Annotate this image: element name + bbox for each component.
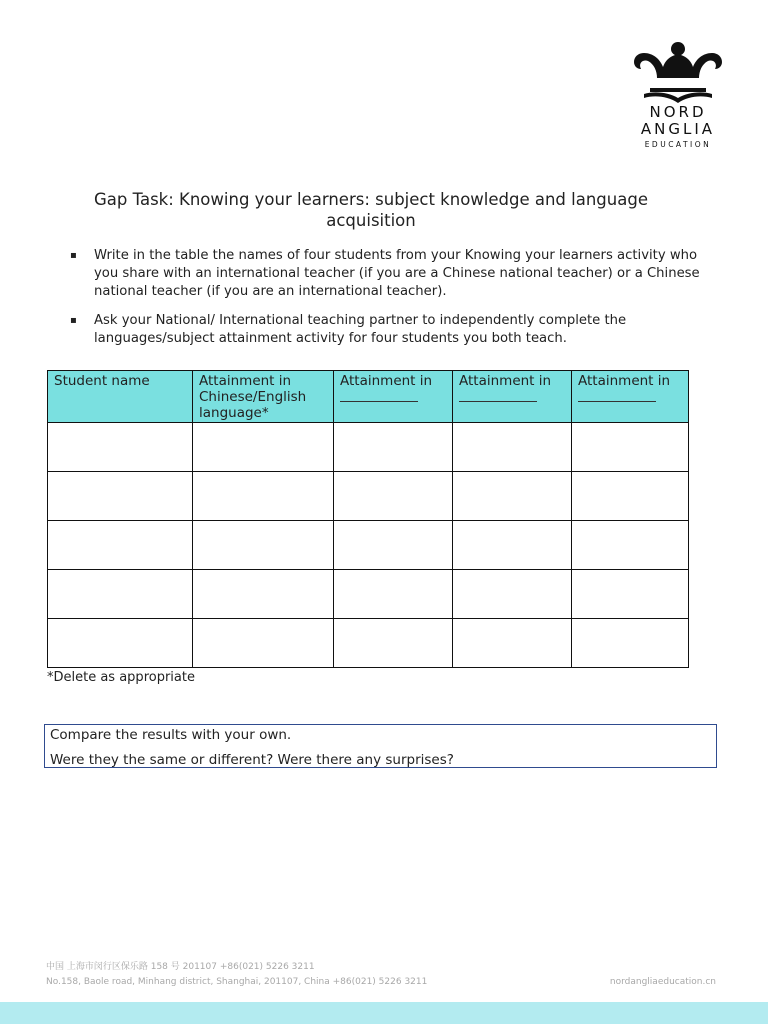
table-row xyxy=(48,472,689,521)
footer-accent-band xyxy=(0,1002,768,1024)
blank-line xyxy=(459,389,537,402)
column-header-language-attainment: Attainment in Chinese/English language* xyxy=(193,371,334,423)
table-cell[interactable] xyxy=(193,619,334,668)
attainment-table xyxy=(47,370,689,668)
column-header-student-name: Student name xyxy=(48,371,193,423)
list-item xyxy=(70,247,710,301)
instructions-list xyxy=(70,247,710,359)
table-row xyxy=(48,423,689,472)
crown-icon xyxy=(630,38,726,104)
table-cell[interactable] xyxy=(572,472,689,521)
table-cell[interactable] xyxy=(334,521,453,570)
table-cell[interactable] xyxy=(48,570,193,619)
square-bullet-icon: ▪ xyxy=(70,315,77,326)
table-row xyxy=(48,521,689,570)
table-cell[interactable] xyxy=(572,521,689,570)
table-cell[interactable] xyxy=(453,521,572,570)
list-item xyxy=(70,312,710,348)
table-cell[interactable] xyxy=(572,570,689,619)
nord-anglia-logo xyxy=(626,38,730,162)
table-cell[interactable] xyxy=(193,521,334,570)
table-cell[interactable] xyxy=(453,570,572,619)
instruction-text: Ask your National/ International teaching partner to independently complete the languages/subject attainment activity for four students you both teach. xyxy=(94,313,627,346)
reflection-question: Were they the same or different? Were there any surprises? xyxy=(50,752,454,768)
table-cell[interactable] xyxy=(48,619,193,668)
footer-address-english: No.158, Baole road, Minhang district, Shanghai, 201107, China +86(021) 5226 3211 xyxy=(46,977,428,987)
table-cell[interactable] xyxy=(453,423,572,472)
table-cell[interactable] xyxy=(453,619,572,668)
table-header-row xyxy=(48,371,689,423)
table-cell[interactable] xyxy=(193,472,334,521)
table-cell[interactable] xyxy=(334,423,453,472)
footer-address-chinese: 中国 上海市闵行区保乐路 158 号 201107 +86(021) 5226 3211 xyxy=(46,962,315,972)
table-cell[interactable] xyxy=(193,423,334,472)
header-text: Attainment in xyxy=(578,373,671,389)
table-cell[interactable] xyxy=(453,472,572,521)
table-row xyxy=(48,570,689,619)
header-text: Attainment in xyxy=(340,373,433,389)
table-footnote: *Delete as appropriate xyxy=(47,670,195,685)
table-cell[interactable] xyxy=(193,570,334,619)
page-title: Gap Task: Knowing your learners: subject knowledge and language acquisition xyxy=(94,190,648,230)
reflection-box[interactable] xyxy=(44,724,717,768)
table-cell[interactable] xyxy=(48,521,193,570)
logo-text-nord: NORD xyxy=(649,103,707,121)
table-cell[interactable] xyxy=(48,472,193,521)
table-cell[interactable] xyxy=(572,619,689,668)
table-row xyxy=(48,619,689,668)
column-header-attainment xyxy=(572,371,689,423)
logo-text-anglia: ANGLIA xyxy=(640,120,716,138)
column-header-attainment xyxy=(334,371,453,423)
table-cell[interactable] xyxy=(572,423,689,472)
header-text: Attainment in xyxy=(459,373,552,389)
table-cell[interactable] xyxy=(334,472,453,521)
table-cell[interactable] xyxy=(48,423,193,472)
logo-text-education: EDUCATION xyxy=(644,140,712,149)
reflection-prompt: Compare the results with your own. xyxy=(50,727,292,743)
square-bullet-icon: ▪ xyxy=(70,250,77,261)
column-header-attainment xyxy=(453,371,572,423)
blank-line xyxy=(340,389,418,402)
footer-website: nordangliaeducation.cn xyxy=(609,977,716,987)
blank-line xyxy=(578,389,656,402)
table-cell[interactable] xyxy=(334,570,453,619)
page-footer xyxy=(46,960,716,990)
table-cell[interactable] xyxy=(334,619,453,668)
instruction-text: Write in the table the names of four students from your Knowing your learners activity who you share with an international teacher (if you are a Chinese national teacher) or a Chinese national teacher (if you are an international teacher). xyxy=(94,248,700,299)
